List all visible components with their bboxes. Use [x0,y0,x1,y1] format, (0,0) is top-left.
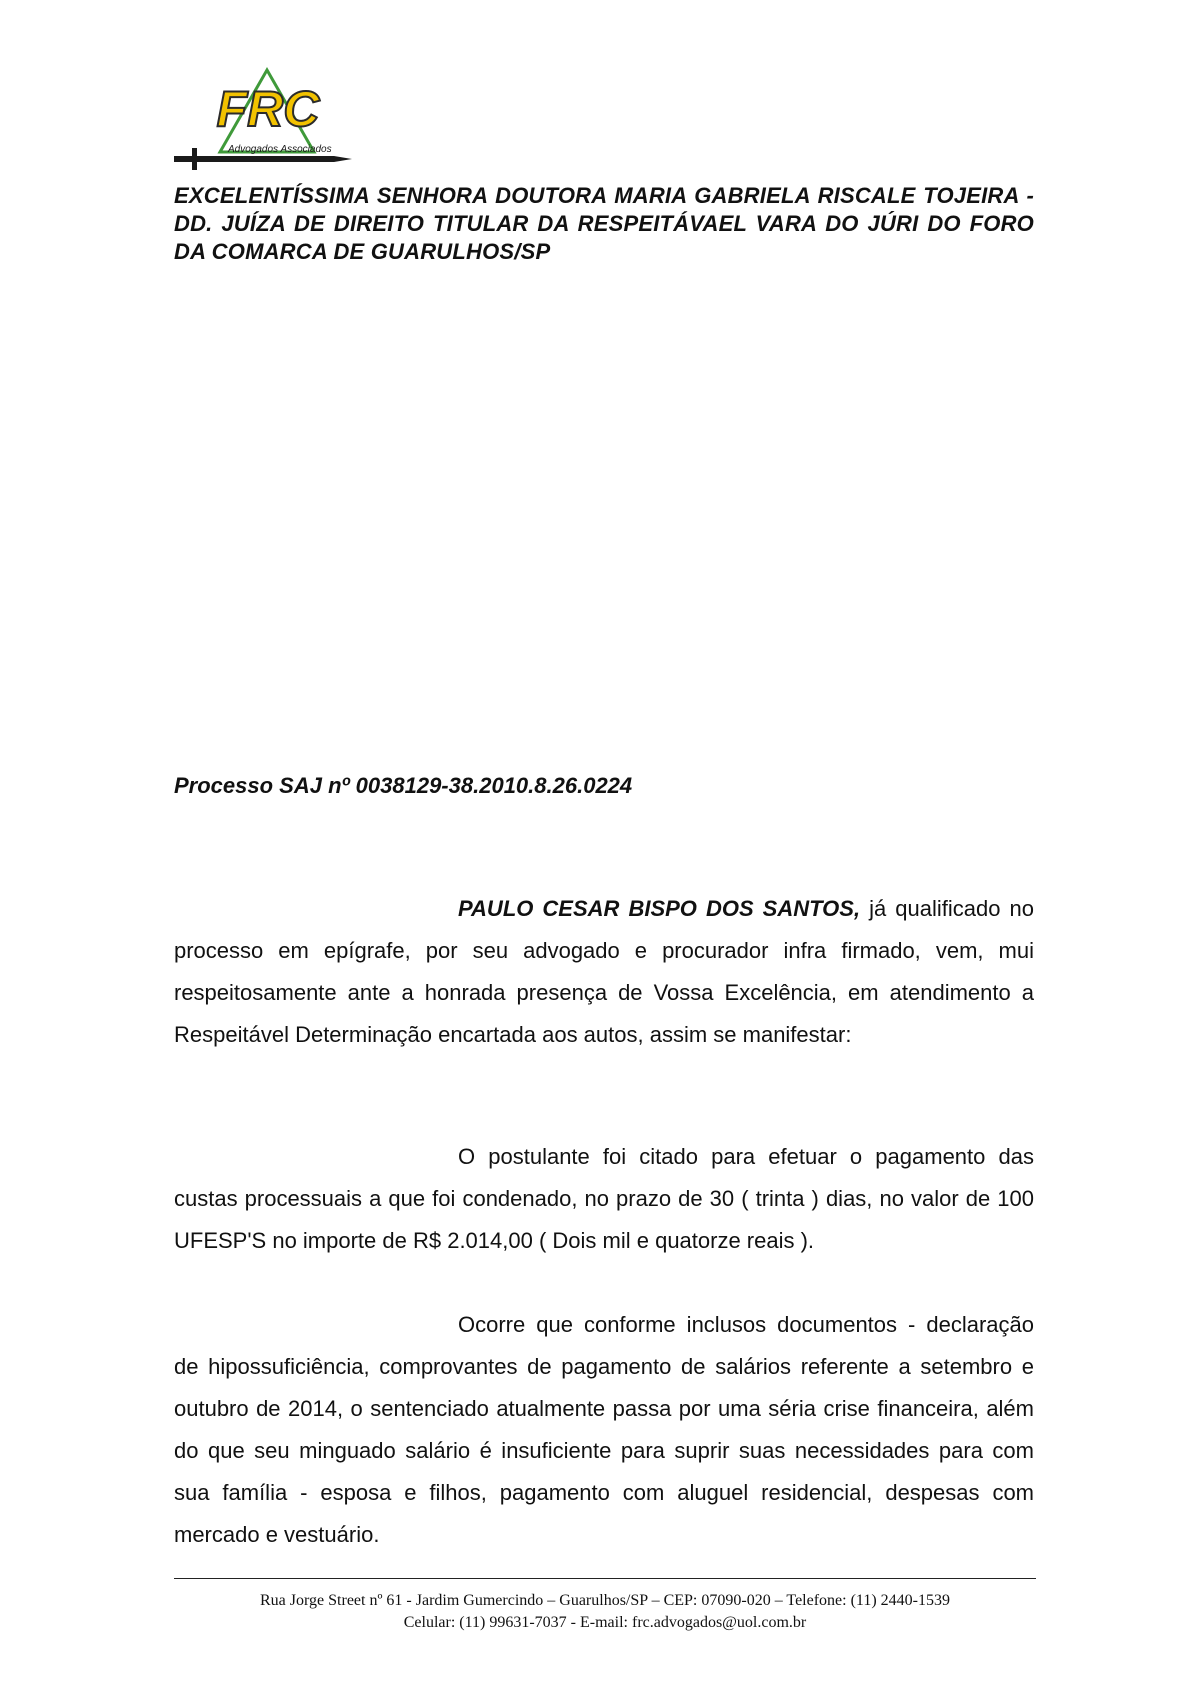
paragraph-3-text: Ocorre que conforme inclusos documentos - declaração de hipossuficiência, comprovantes de pagamento de salários referente a setembro e outubro de 2014, o sentenciado atualmente passa por uma séria crise financeira, além do que seu minguado salário é insuficiente para suprir suas necessidades para com sua família - esposa e filhos, pagamento com aluguel residencial, despesas com mercado e vestuário. [174,1312,1034,1547]
paragraph-qualification [174,888,1034,1056]
logo-tagline: Advogados Associados [228,144,332,155]
paragraph-hardship [174,1304,1034,1556]
logo-brand: FRC [216,81,320,137]
sword-icon [174,156,334,162]
footer-divider [174,1578,1036,1579]
paragraph-1-text: já qualificado no processo em epígrafe, por seu advogado e procurador infra firmado, vem, mui respeitosamente ante a honrada presença de Vossa Excelência, em atendimento a Respeitável Determinação encartada aos autos, assim se manifestar: [174,896,1034,1047]
addressee-heading: EXCELENTÍSSIMA SENHORA DOUTORA MARIA GABRIELA RISCALE TOJEIRA - DD. JUÍZA DE DIREITO TITULAR DA RESPEITÁVAEL VARA DO JÚRI DO FORO DA COMARCA DE GUARULHOS/SP [174,183,1034,264]
footer-contact: Celular: (11) 99631-7037 - E-mail: frc.advogados@uol.com.br [403,1614,807,1631]
party-name: PAULO CESAR BISPO DOS SANTOS, [458,896,861,921]
frc-logo [172,66,362,176]
footer-address: Rua Jorge Street nº 61 - Jardim Gumercindo – Guarulhos/SP – CEP: 07090-020 – Telefone: (11) 2440-1539 [260,1592,950,1609]
process-number: Processo SAJ nº 0038129-38.2010.8.26.0224 [174,773,633,798]
sword-hilt [192,148,197,170]
paragraph-2-text: O postulante foi citado para efetuar o pagamento das custas processuais a que foi condenado, no prazo de 30 ( trinta ) dias, no valor de 100 UFESP'S no importe de R$ 2.014,00 ( Dois mil e quatorze reais ). [174,1144,1034,1253]
paragraph-costs [174,1136,1034,1262]
sword-tip [334,156,352,162]
footer [174,1590,1036,1634]
